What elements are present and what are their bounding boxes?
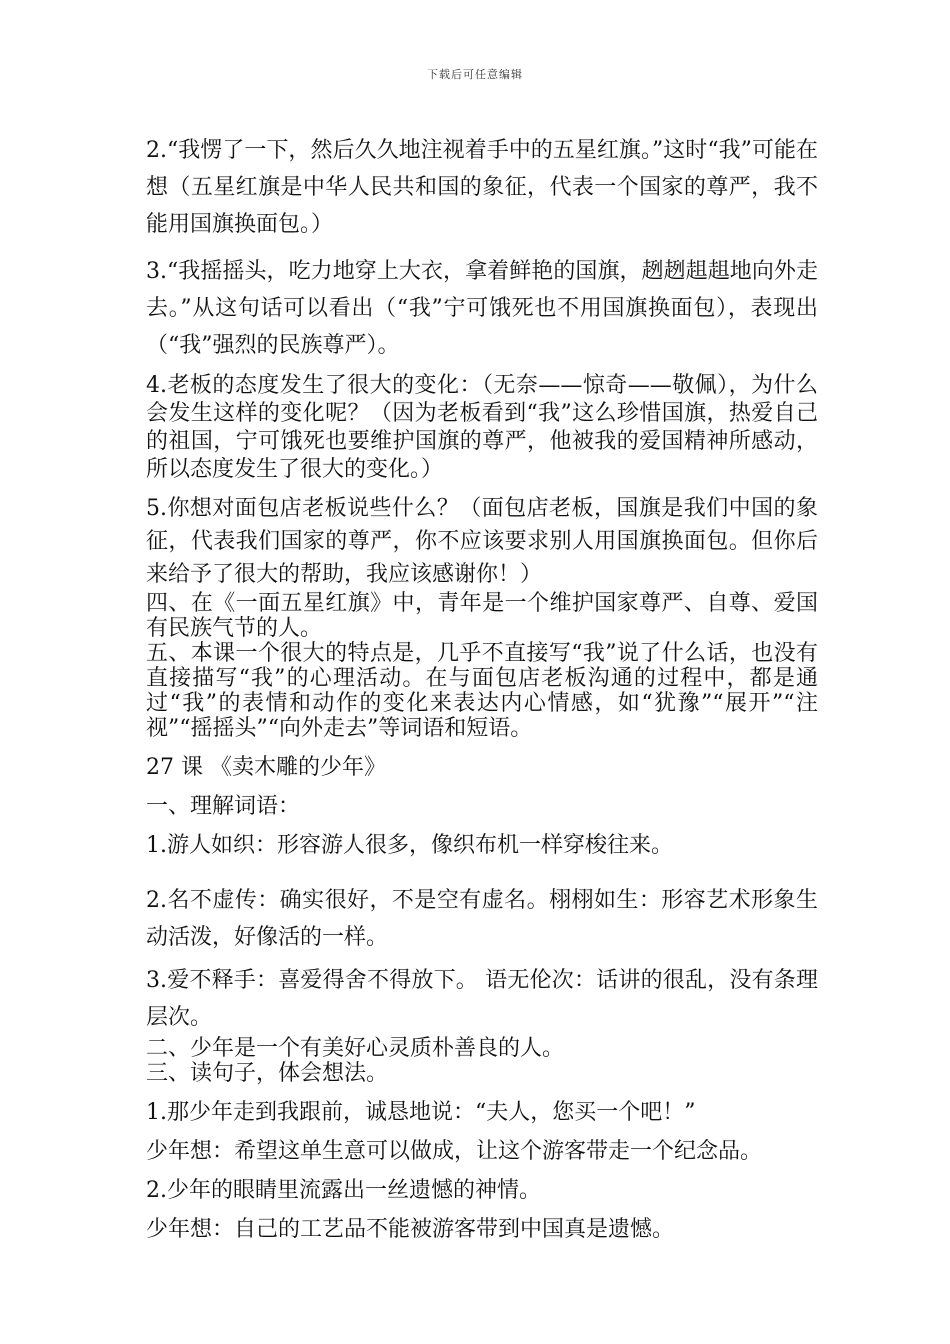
paragraph-question-4: 4.老板的态度发生了很大的变化：（无奈——惊奇——敬佩），为什么会发生这样的变化呢？（因为老板看到“我”这么珍惜国旗，热爱自己的祖国，宁可饿死也要维护国旗的尊严，他被我的爱国精神所感动，所以态度发生了很大的变化。）: [146, 373, 818, 482]
reading-sentence-1: 1.那少年走到我跟前，诚恳地说：“夫人，您买一个吧！”: [146, 1100, 696, 1125]
vocabulary-item-2: 2.名不虚传：确实很好，不是空有虚名。栩栩如生：形容艺术形象生动活泼，好像活的一样。: [146, 888, 818, 950]
paragraph-section-4: 四、在《一面五星红旗》中，青年是一个维护国家尊严、自尊、爱国有民族气节的人。: [146, 591, 818, 641]
paragraph-question-3: 3.“我摇摇头，吃力地穿上大衣，拿着鲜艳的国旗，趔趔趄趄地向外走去。”从这句话可以看出（“我”宁可饿死也不用国旗换面包），表现出（“我”强烈的民族尊严）。: [146, 259, 818, 358]
reading-thought-1: 少年想：希望这单生意可以做成，让这个游客带走一个纪念品。: [146, 1139, 763, 1164]
reading-thought-2: 少年想：自己的工艺品不能被游客带到中国真是遗憾。: [146, 1217, 675, 1242]
paragraph-section-5: 五、本课一个很大的特点是，几乎不直接写“我”说了什么话，也没有直接描写“我”的心理活动。在与面包店老板沟通的过程中，都是通过“我”的表情和动作的变化来表达内心情感，如“犹豫”“展开”“注视”“摇摇头”“向外走去”等词语和短语。: [146, 641, 818, 741]
page-header-note: 下载后可任意编辑: [427, 68, 523, 81]
section-heading-character: 二、少年是一个有美好心灵质朴善良的人。: [146, 1036, 565, 1061]
paragraph-question-5: 5.你想对面包店老板说些什么？（面包店老板，国旗是我们中国的象征，代表我们国家的尊严，你不应该要求别人用国旗换面包。但你后来给予了很大的帮助，我应该感谢你！）: [146, 496, 818, 587]
lesson-title: 27 课 《卖木雕的少年》: [146, 755, 386, 780]
paragraph-question-2: 2.“我愣了一下，然后久久地注视着手中的五星红旗。”这时“我”可能在想（五星红旗是中华人民共和国的象征，代表一个国家的尊严，我不能用国旗换面包。）: [146, 138, 818, 237]
section-heading-vocabulary: 一、理解词语：: [146, 794, 301, 819]
vocabulary-item-1: 1.游人如织：形容游人很多，像织布机一样穿梭往来。: [146, 833, 673, 858]
vocabulary-item-3: 3.爱不释手：喜爱得舍不得放下。 语无伦次：话讲的很乱，没有条理层次。: [146, 968, 818, 1030]
reading-sentence-2: 2.少年的眼睛里流露出一丝遗憾的神情。: [146, 1178, 541, 1203]
section-heading-reading: 三、读句子，体会想法。: [146, 1061, 389, 1086]
document-body: [146, 132, 818, 1242]
